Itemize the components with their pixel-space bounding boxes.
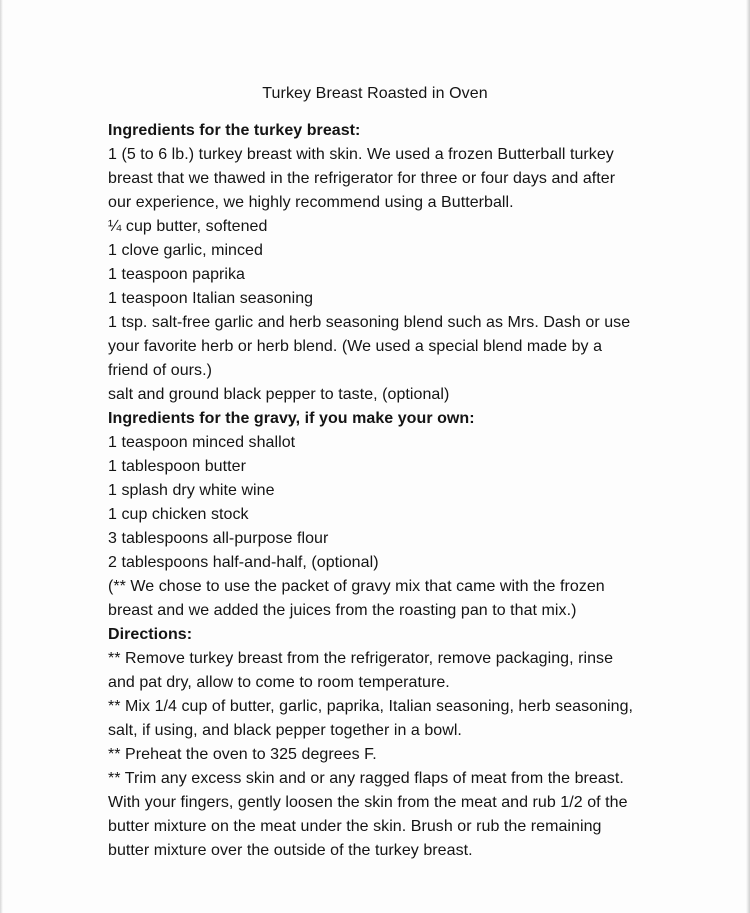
recipe-line: 1 splash dry white wine — [108, 482, 275, 499]
recipe-line: friend of ours.) — [108, 362, 212, 379]
recipe-title: Turkey Breast Roasted in Oven — [262, 85, 488, 102]
recipe-line: salt and ground black pepper to taste, (optional) — [108, 386, 450, 403]
recipe-line: 1 teaspoon paprika — [108, 266, 246, 283]
recipe-line: 3 tablespoons all-purpose flour — [108, 530, 329, 547]
recipe-line: 1 teaspoon minced shallot — [108, 434, 296, 451]
recipe-line: With your fingers, gently loosen the skin from the meat and rub 1/2 of the — [108, 794, 628, 811]
recipe-line: ** Mix 1/4 cup of butter, garlic, paprika, Italian seasoning, herb seasoning, — [108, 698, 634, 715]
recipe-line: 1 tsp. salt-free garlic and herb seasoning blend such as Mrs. Dash or use — [108, 314, 631, 331]
recipe-line: salt, if using, and black pepper together in a bowl. — [108, 722, 462, 739]
section-heading: Ingredients for the gravy, if you make your own: — [108, 410, 475, 427]
recipe-line: (** We chose to use the packet of gravy mix that came with the frozen — [108, 578, 605, 595]
recipe-line: 1 (5 to 6 lb.) turkey breast with skin. We used a frozen Butterball turkey — [108, 146, 614, 163]
section-heading: Ingredients for the turkey breast: — [108, 122, 361, 139]
recipe-line: ** Trim any excess skin and or any ragged flaps of meat from the breast. — [108, 770, 624, 787]
recipe-line: 1 clove garlic, minced — [108, 242, 263, 259]
recipe-line: ¼ cup butter, softened — [108, 218, 268, 235]
recipe-line: 1 teaspoon Italian seasoning — [108, 290, 314, 307]
recipe-line: ** Preheat the oven to 325 degrees F. — [108, 746, 377, 763]
recipe-line: breast that we thawed in the refrigerator for three or four days and after — [108, 170, 616, 187]
recipe-line: butter mixture over the outside of the turkey breast. — [108, 842, 473, 859]
recipe-line: breast and we added the juices from the roasting pan to that mix.) — [108, 602, 577, 619]
recipe-line: your favorite herb or herb blend. (We used a special blend made by a — [108, 338, 603, 355]
section-heading: Directions: — [108, 626, 193, 643]
recipe-line: our experience, we highly recommend using a Butterball. — [108, 194, 514, 211]
recipe-line: 1 cup chicken stock — [108, 506, 249, 523]
recipe-line: 1 tablespoon butter — [108, 458, 246, 475]
recipe-line: butter mixture on the meat under the skin. Brush or rub the remaining — [108, 818, 602, 835]
recipe-line: 2 tablespoons half-and-half, (optional) — [108, 554, 379, 571]
recipe-body — [108, 119, 728, 863]
scan-edge-left — [0, 0, 3, 913]
recipe-line: ** Remove turkey breast from the refrigerator, remove packaging, rinse — [108, 650, 614, 667]
scan-edge-right — [746, 0, 750, 913]
recipe-line: and pat dry, allow to come to room temperature. — [108, 674, 450, 691]
